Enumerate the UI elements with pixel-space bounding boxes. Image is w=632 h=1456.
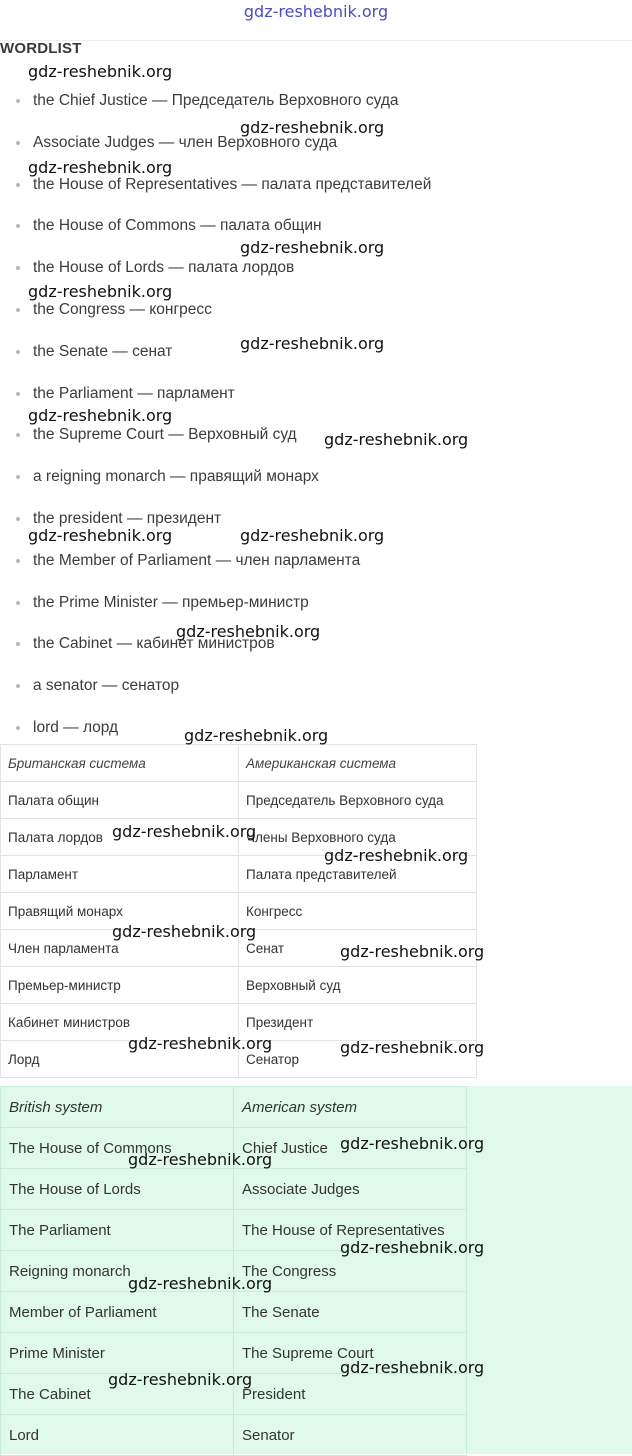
site-logo-link[interactable]: gdz-reshebnik.org <box>243 2 389 21</box>
table-header-cell: British system <box>1 1087 234 1128</box>
list-item: the president — президент <box>0 498 632 540</box>
table-cell: The House of Commons <box>1 1128 234 1169</box>
list-item: the Congress — конгресс <box>0 289 632 331</box>
table-cell: Члены Верховного суда <box>239 819 477 856</box>
table-row <box>1 1374 467 1415</box>
table-cell: The Parliament <box>1 1210 234 1251</box>
table-cell: The Supreme Court <box>234 1333 467 1374</box>
table-cell: The House of Representatives <box>234 1210 467 1251</box>
watermark: gdz-reshebnik.org <box>128 1150 273 1169</box>
table-row <box>1 1415 467 1456</box>
table-cell: Сенатор <box>239 1041 477 1078</box>
watermark: gdz-reshebnik.org <box>28 406 173 425</box>
watermark: gdz-reshebnik.org <box>112 922 257 941</box>
table-row <box>1 1041 477 1078</box>
russian-comparison-table <box>0 744 477 1078</box>
table-cell: Председатель Верховного суда <box>239 782 477 819</box>
table-row <box>1 930 477 967</box>
table-row <box>1 1128 467 1169</box>
table-row <box>1 1004 477 1041</box>
table-cell: Президент <box>239 1004 477 1041</box>
watermark: gdz-reshebnik.org <box>128 1034 273 1053</box>
watermark: gdz-reshebnik.org <box>28 158 173 177</box>
table-row <box>1 1210 467 1251</box>
watermark: gdz-reshebnik.org <box>340 1038 485 1057</box>
list-item: the Member of Parliament — член парламента <box>0 540 632 582</box>
table-cell: Reigning monarch <box>1 1251 234 1292</box>
table-cell: Сенат <box>239 930 477 967</box>
table-cell: Associate Judges <box>234 1169 467 1210</box>
watermark: gdz-reshebnik.org <box>184 726 329 745</box>
table-cell: Палата общин <box>1 782 239 819</box>
table-cell: Член парламента <box>1 930 239 967</box>
table-cell: Лорд <box>1 1041 239 1078</box>
table-cell: Верховный суд <box>239 967 477 1004</box>
list-item: a senator — сенатор <box>0 665 632 707</box>
table-cell: Chief Justice <box>234 1128 467 1169</box>
table-cell: Кабинет министров <box>1 1004 239 1041</box>
table-row <box>1 893 477 930</box>
table-cell: The Congress <box>234 1251 467 1292</box>
table-row <box>1 782 477 819</box>
list-item: lord — лорд <box>0 707 632 749</box>
table-cell: The Cabinet <box>1 1374 234 1415</box>
table-cell: Senator <box>234 1415 467 1456</box>
table-header-row <box>1 745 477 782</box>
list-item: the Supreme Court — Верховный суд <box>0 414 632 456</box>
table-row <box>1 1333 467 1374</box>
watermark: gdz-reshebnik.org <box>28 282 173 301</box>
table-row <box>1 1169 467 1210</box>
table-cell: The House of Lords <box>1 1169 234 1210</box>
table-cell: The Senate <box>234 1292 467 1333</box>
list-item: the House of Representatives — палата представителей <box>0 164 632 206</box>
table-header-cell: Британская система <box>1 745 239 782</box>
watermark: gdz-reshebnik.org <box>128 1274 273 1293</box>
table-row <box>1 1251 467 1292</box>
watermark: gdz-reshebnik.org <box>240 334 385 353</box>
table-cell: President <box>234 1374 467 1415</box>
table-cell: Палата представителей <box>239 856 477 893</box>
table-cell: Prime Minister <box>1 1333 234 1374</box>
watermark: gdz-reshebnik.org <box>108 1370 253 1389</box>
wordlist <box>0 80 632 749</box>
list-item: the Cabinet — кабинет министров <box>0 623 632 665</box>
watermark: gdz-reshebnik.org <box>324 430 469 449</box>
watermark: gdz-reshebnik.org <box>340 942 485 961</box>
table-header-row <box>1 1087 467 1128</box>
watermark: gdz-reshebnik.org <box>176 622 321 641</box>
table-cell: Member of Parliament <box>1 1292 234 1333</box>
site-header <box>0 0 632 41</box>
table-cell: Премьер-министр <box>1 967 239 1004</box>
table-row <box>1 967 477 1004</box>
watermark: gdz-reshebnik.org <box>112 822 257 841</box>
watermark: gdz-reshebnik.org <box>240 118 385 137</box>
list-item: the Chief Justice — Председатель Верховного суда <box>0 80 632 122</box>
table-row <box>1 856 477 893</box>
table-row <box>1 1292 467 1333</box>
list-item: a reigning monarch — правящий монарх <box>0 456 632 498</box>
table-cell: Конгресс <box>239 893 477 930</box>
table-header-cell: Американская система <box>239 745 477 782</box>
list-item: Associate Judges — член Верховного суда <box>0 122 632 164</box>
list-item: the House of Lords — палата лордов <box>0 247 632 289</box>
watermark: gdz-reshebnik.org <box>340 1358 485 1377</box>
watermark: gdz-reshebnik.org <box>340 1134 485 1153</box>
table-cell: Правящий монарх <box>1 893 239 930</box>
table-header-cell: American system <box>234 1087 467 1128</box>
watermark: gdz-reshebnik.org <box>324 846 469 865</box>
watermark: gdz-reshebnik.org <box>28 526 173 545</box>
table-cell: Палата лордов <box>1 819 239 856</box>
list-item: the Prime Minister — премьер-министр <box>0 582 632 624</box>
list-item: the House of Commons — палата общин <box>0 205 632 247</box>
wordlist-title: WORDLIST <box>0 40 82 57</box>
list-item: the Senate — сенат <box>0 331 632 373</box>
list-item: the Parliament — парламент <box>0 373 632 415</box>
table-cell: Парламент <box>1 856 239 893</box>
watermark: gdz-reshebnik.org <box>240 238 385 257</box>
watermark: gdz-reshebnik.org <box>240 526 385 545</box>
table-cell: Lord <box>1 1415 234 1456</box>
watermark: gdz-reshebnik.org <box>340 1238 485 1257</box>
watermark: gdz-reshebnik.org <box>28 62 173 81</box>
table-row <box>1 819 477 856</box>
english-comparison-table <box>0 1086 467 1456</box>
